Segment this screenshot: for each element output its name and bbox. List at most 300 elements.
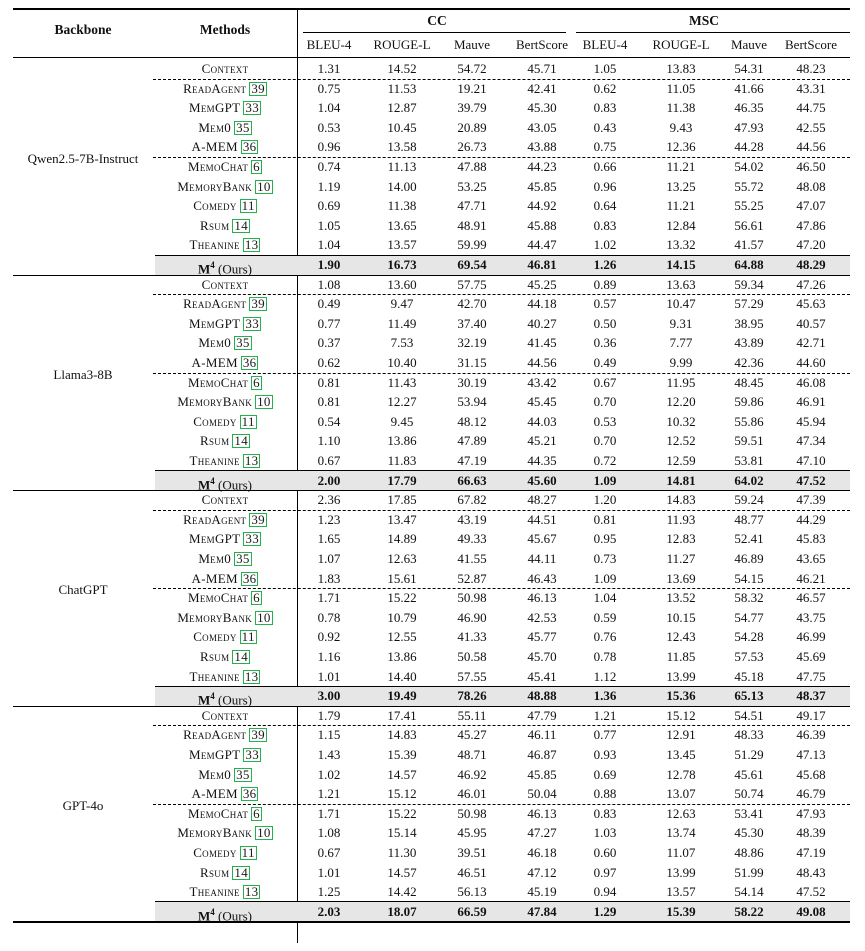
metric-value: 54.31 [734, 61, 764, 76]
citation-link[interactable]: 6 [253, 805, 260, 821]
metric-value: 1.20 [593, 492, 617, 508]
method-label: ReadAgent [183, 727, 247, 743]
metric-value: 49.33 [457, 531, 487, 547]
metric-value: 46.43 [527, 570, 557, 586]
citation-link[interactable]: 33 [245, 747, 260, 762]
metric-value: 54.51 [734, 707, 764, 723]
method-name [150, 177, 300, 197]
metric-value: 48.39 [796, 825, 826, 841]
metric-value: 48.33 [734, 727, 764, 743]
metric-value: 13.65 [387, 217, 417, 233]
metric-value: 54.77 [734, 609, 764, 625]
method-label: MemoryBank [177, 178, 253, 194]
metric-value: 47.88 [457, 159, 487, 174]
method-name [150, 79, 300, 99]
dashed-separator [153, 588, 850, 589]
metric-value: 45.69 [796, 649, 826, 664]
metric-value: 46.91 [796, 394, 826, 410]
header-metric: BLEU-4 [306, 37, 352, 52]
metric-value: 0.89 [593, 276, 617, 292]
method-name [150, 843, 300, 863]
metric-value: 0.88 [593, 786, 617, 802]
metric-value: 45.41 [527, 668, 557, 684]
citation-link[interactable]: 36 [242, 570, 257, 586]
metric-value: 46.08 [796, 374, 826, 390]
metric-value: 1.07 [317, 551, 341, 566]
method-name-ours [150, 902, 300, 922]
metric-value: 1.25 [317, 884, 341, 900]
citation-link[interactable]: 14 [234, 217, 248, 233]
metric-value: 14.52 [387, 61, 417, 76]
metric-value: 46.87 [527, 747, 557, 762]
metric-value: 11.38 [387, 198, 417, 214]
metric-value: 45.30 [734, 825, 764, 841]
metric-value: 47.89 [457, 433, 487, 449]
metric-value: 0.69 [317, 198, 341, 214]
metric-value: 41.33 [457, 629, 487, 645]
metric-value: 43.05 [527, 119, 557, 135]
metric-value: 47.93 [796, 805, 826, 821]
metric-value-ours: 45.60 [527, 472, 557, 488]
method-name [150, 725, 300, 745]
metric-value: 45.19 [527, 884, 557, 900]
metric-value: 1.43 [317, 747, 341, 762]
method-name [150, 667, 300, 687]
ours-tag: (Ours) [214, 476, 252, 492]
citation-link[interactable]: 14 [234, 433, 248, 449]
metric-value: 15.22 [387, 805, 417, 821]
metric-value: 11.85 [666, 649, 696, 664]
metric-value: 0.72 [593, 453, 617, 468]
metric-value: 47.34 [796, 433, 826, 449]
metric-value: 0.64 [593, 198, 617, 214]
metric-value: 58.32 [734, 590, 764, 606]
metric-value: 46.89 [734, 551, 764, 566]
metric-value: 0.62 [593, 80, 617, 96]
method-label: Context [201, 492, 249, 508]
metric-value: 47.12 [527, 864, 557, 880]
citation-link[interactable]: 36 [242, 139, 257, 155]
citation-link[interactable]: 6 [253, 374, 260, 390]
metric-value: 14.00 [387, 178, 417, 194]
metric-value: 1.31 [317, 61, 341, 76]
citation-link[interactable]: 33 [245, 531, 260, 547]
method-label: Rsum [200, 217, 230, 233]
method-label: Mem0 [198, 551, 232, 566]
metric-value: 44.75 [796, 100, 826, 116]
metric-value: 48.91 [457, 217, 487, 233]
metric-value: 53.25 [457, 178, 487, 194]
citation-link[interactable]: 35 [236, 766, 250, 782]
metric-value-ours: 1.09 [593, 472, 617, 488]
citation-link[interactable]: 11 [241, 629, 255, 645]
metric-value: 47.71 [457, 198, 487, 214]
method-label: ReadAgent [183, 296, 247, 312]
metric-value: 43.65 [796, 551, 826, 566]
metric-value: 32.19 [457, 335, 487, 351]
header-metric: Mauve [453, 37, 491, 52]
metric-value: 48.71 [457, 747, 487, 762]
metric-value: 53.41 [734, 805, 764, 821]
method-name [150, 373, 300, 393]
dashed-separator [153, 294, 850, 295]
metric-value: 46.39 [796, 727, 826, 743]
metric-value: 15.12 [666, 707, 696, 723]
metric-value: 17.41 [387, 707, 417, 723]
metric-value: 57.53 [734, 649, 764, 664]
header-backbone: Backbone [54, 22, 112, 37]
metric-value: 0.70 [593, 433, 617, 449]
method-label: Mem0 [198, 335, 232, 351]
metric-value: 59.24 [734, 492, 764, 508]
citation-link[interactable]: 13 [244, 884, 259, 900]
metric-value: 67.82 [457, 492, 487, 508]
citation-link[interactable]: 11 [241, 845, 255, 860]
metric-value: 13.57 [666, 884, 696, 900]
citation-link[interactable]: 33 [245, 100, 260, 116]
metric-value: 44.35 [527, 453, 557, 468]
metric-value: 45.83 [796, 531, 826, 547]
metric-value: 0.54 [317, 413, 341, 429]
metric-value: 0.94 [593, 884, 617, 900]
metric-value: 45.95 [457, 825, 487, 841]
metric-value: 1.01 [317, 864, 341, 880]
method-label: Comedy [193, 198, 237, 214]
metric-value: 1.21 [317, 786, 341, 802]
method-name [150, 412, 300, 432]
metric-value: 45.18 [734, 668, 764, 684]
metric-value-ours: 48.88 [527, 688, 557, 704]
metric-value: 44.18 [527, 296, 557, 312]
metric-value: 45.25 [527, 276, 557, 292]
method-name [150, 314, 300, 334]
citation-link[interactable]: 39 [251, 296, 265, 312]
metric-value: 50.04 [527, 786, 557, 802]
metric-value: 47.52 [796, 884, 826, 900]
metric-value: 48.77 [734, 511, 764, 527]
metric-value: 13.63 [666, 276, 696, 292]
metric-value: 44.29 [796, 511, 826, 527]
citation-link[interactable]: 13 [244, 453, 259, 468]
metric-value: 11.93 [666, 511, 696, 527]
metric-value: 12.36 [666, 139, 696, 155]
method-name [150, 706, 300, 726]
method-label: MemoChat [188, 590, 249, 606]
metric-value: 46.99 [796, 629, 826, 645]
citation-link[interactable]: 10 [257, 394, 271, 410]
metric-value: 1.71 [317, 590, 341, 606]
header-metric: Mauve [730, 37, 768, 52]
metric-value: 44.23 [527, 159, 557, 174]
method-label: A-MEM [191, 570, 238, 586]
metric-value: 47.79 [527, 707, 557, 723]
method-label: Comedy [193, 413, 237, 429]
metric-value: 10.32 [666, 413, 696, 429]
header-group-msc: MSC [689, 13, 719, 28]
metric-value: 1.01 [317, 668, 341, 684]
header-methods: Methods [199, 22, 251, 37]
method-name [150, 216, 300, 236]
method-label: Mem0 [198, 119, 232, 135]
metric-value: 41.45 [527, 335, 557, 351]
method-name [150, 333, 300, 353]
dashed-separator [153, 373, 850, 374]
metric-value: 0.81 [317, 394, 341, 410]
method-label: MemoryBank [177, 825, 253, 841]
metric-value: 13.86 [387, 433, 417, 449]
metric-value: 45.45 [527, 394, 557, 410]
metric-value: 43.88 [527, 139, 557, 155]
citation-link[interactable]: 14 [234, 649, 248, 664]
metric-value-ours: 58.22 [734, 903, 764, 919]
metric-value: 2.36 [317, 492, 341, 508]
metric-value-ours: 14.15 [666, 257, 696, 272]
metric-value: 44.92 [527, 198, 557, 214]
metric-value: 48.86 [734, 845, 764, 860]
method-name [150, 196, 300, 216]
metric-value: 11.53 [387, 80, 417, 96]
metric-value-ours: 69.54 [457, 257, 487, 272]
metric-value: 46.18 [527, 845, 557, 860]
metric-value: 53.81 [734, 453, 764, 468]
metric-value: 54.02 [734, 159, 764, 174]
metric-value: 11.83 [387, 453, 417, 468]
ours-superscript: 4 [210, 906, 215, 917]
metric-value: 0.78 [317, 609, 341, 625]
metric-value-ours: 3.00 [317, 688, 341, 704]
metric-value: 46.79 [796, 786, 826, 802]
metric-value: 59.34 [734, 276, 764, 292]
metric-value: 47.75 [796, 668, 826, 684]
metric-value-ours: 48.37 [796, 688, 826, 704]
metric-value: 15.12 [387, 786, 417, 802]
citation-link[interactable]: 35 [236, 335, 250, 351]
metric-value: 12.55 [387, 629, 417, 645]
metric-value: 44.56 [527, 355, 557, 370]
citation-link[interactable]: 36 [242, 355, 257, 370]
metric-value: 10.40 [387, 355, 417, 370]
metric-value: 1.02 [593, 237, 617, 253]
method-name [150, 647, 300, 667]
metric-value: 0.50 [593, 315, 617, 331]
metric-value: 45.21 [527, 433, 557, 449]
metric-value: 44.56 [796, 139, 826, 155]
method-label: Context [201, 707, 249, 723]
metric-value: 11.30 [387, 845, 417, 860]
method-label: Theanine [189, 668, 240, 684]
metric-value-ours: 49.08 [796, 903, 826, 919]
metric-value: 59.86 [734, 394, 764, 410]
metric-value: 1.12 [593, 668, 617, 684]
metric-value: 15.14 [387, 825, 417, 841]
metric-value: 56.13 [457, 884, 487, 900]
metric-value: 12.84 [666, 217, 696, 233]
metric-value: 1.16 [317, 649, 341, 664]
metric-value: 11.21 [666, 198, 696, 214]
citation-link[interactable]: 39 [251, 727, 265, 743]
metric-value: 45.85 [527, 766, 557, 782]
metric-value: 47.93 [734, 119, 764, 135]
metric-value: 46.51 [457, 864, 487, 880]
citation-link[interactable]: 35 [236, 119, 250, 135]
metric-value: 54.15 [734, 570, 764, 586]
metric-value: 45.27 [457, 727, 487, 743]
method-name [150, 451, 300, 471]
metric-value: 46.35 [734, 100, 764, 116]
header-metric: ROUGE-L [652, 37, 710, 52]
metric-value: 48.08 [796, 178, 826, 194]
cc-cmidrule [303, 32, 566, 33]
method-name [150, 804, 300, 824]
metric-value: 1.02 [317, 766, 341, 782]
metric-value: 46.13 [527, 590, 557, 606]
method-label: MemoryBank [177, 609, 253, 625]
metric-value: 11.13 [387, 159, 417, 174]
metric-value: 1.04 [317, 237, 341, 253]
header-metric: BertScore [785, 37, 837, 52]
metric-value: 44.03 [527, 413, 557, 429]
metric-value: 39.51 [457, 845, 487, 860]
metric-value: 50.58 [457, 649, 487, 664]
metric-value: 47.20 [796, 237, 826, 253]
metric-value: 48.27 [527, 492, 557, 508]
ours-tag: (Ours) [214, 261, 252, 277]
metric-value: 43.19 [457, 511, 487, 527]
metric-value: 0.74 [317, 159, 341, 174]
method-label: Comedy [193, 845, 237, 860]
metric-value: 50.98 [457, 805, 487, 821]
metric-value: 40.27 [527, 315, 557, 331]
metric-value: 11.07 [666, 845, 696, 860]
method-name [150, 353, 300, 373]
citation-link[interactable]: 11 [241, 198, 255, 214]
ours-name: M [198, 476, 211, 492]
citation-link[interactable]: 35 [236, 551, 250, 566]
metric-value: 13.52 [666, 590, 696, 606]
metric-value: 0.60 [593, 845, 617, 860]
method-label: MemoChat [188, 805, 249, 821]
metric-value: 1.10 [317, 433, 341, 449]
metric-value: 46.57 [796, 590, 826, 606]
method-name [150, 569, 300, 589]
citation-link[interactable]: 6 [253, 159, 260, 174]
metric-value-ours: 15.36 [666, 688, 696, 704]
metric-value: 0.83 [593, 217, 617, 233]
metric-value: 57.55 [457, 668, 487, 684]
citation-link[interactable]: 14 [234, 864, 248, 880]
metric-value: 55.11 [457, 707, 487, 723]
method-label: Rsum [200, 649, 230, 664]
metric-value: 10.15 [666, 609, 696, 625]
metric-value: 11.49 [387, 315, 417, 331]
citation-link[interactable]: 6 [253, 590, 260, 606]
metric-value: 13.99 [666, 864, 696, 880]
metric-value: 51.99 [734, 864, 764, 880]
method-name [150, 549, 300, 569]
citation-link[interactable]: 10 [257, 609, 271, 625]
metric-value: 10.45 [387, 119, 417, 135]
metric-value: 44.11 [527, 551, 557, 566]
metric-value: 43.89 [734, 335, 764, 351]
metric-value: 13.99 [666, 668, 696, 684]
metric-value: 12.27 [387, 394, 417, 410]
dashed-separator [153, 79, 850, 80]
metric-value: 46.01 [457, 786, 487, 802]
metric-value: 49.17 [796, 707, 826, 723]
metric-value-ours: 65.13 [734, 688, 764, 704]
metric-value: 13.86 [387, 649, 417, 664]
method-label: MemoryBank [177, 394, 253, 410]
metric-value: 12.20 [666, 394, 696, 410]
citation-link[interactable]: 10 [257, 178, 271, 194]
dashed-separator [153, 157, 850, 158]
method-label: A-MEM [191, 139, 238, 155]
metric-value-ours: 14.81 [666, 472, 696, 488]
metric-value: 47.07 [796, 198, 826, 214]
citation-link[interactable]: 33 [245, 315, 260, 331]
metric-value: 1.23 [317, 511, 341, 527]
method-name [150, 275, 300, 295]
metric-value: 0.53 [593, 413, 617, 429]
metric-value: 31.15 [457, 355, 487, 370]
metric-value: 46.13 [527, 805, 557, 821]
metric-value: 13.32 [666, 237, 696, 253]
metric-value-ours: 17.79 [387, 472, 417, 488]
citation-link[interactable]: 13 [244, 237, 259, 253]
metric-value: 54.72 [457, 61, 487, 76]
method-name [150, 627, 300, 647]
backbone-label: Qwen2.5-7B-Instruct [27, 151, 139, 167]
method-label: A-MEM [191, 786, 238, 802]
metric-value: 1.03 [593, 825, 617, 841]
citation-link[interactable]: 11 [241, 413, 255, 429]
metric-value: 57.29 [734, 296, 764, 312]
metric-value: 52.41 [734, 531, 764, 547]
msc-cmidrule [576, 32, 850, 33]
citation-link[interactable]: 13 [244, 668, 259, 684]
metric-value: 13.25 [666, 178, 696, 194]
dashed-separator [153, 725, 850, 726]
method-name [150, 529, 300, 549]
metric-value: 15.61 [387, 570, 417, 586]
metric-value: 13.58 [387, 139, 417, 155]
metric-value: 19.21 [457, 80, 487, 96]
citation-link[interactable]: 10 [257, 825, 271, 841]
method-label: Context [201, 276, 249, 292]
results-table [13, 9, 850, 943]
metric-value: 14.42 [387, 884, 417, 900]
metric-value-ours: 48.29 [796, 257, 826, 272]
metric-value: 13.45 [666, 747, 696, 762]
metric-value-ours: 1.36 [593, 688, 617, 704]
metric-value: 47.10 [796, 453, 826, 468]
metric-value: 45.94 [796, 413, 826, 429]
metric-value: 12.43 [666, 629, 696, 645]
metric-value: 42.70 [457, 296, 487, 312]
citation-link[interactable]: 39 [251, 80, 265, 96]
metric-value: 11.38 [666, 100, 696, 116]
metric-value-ours: 47.52 [796, 472, 826, 488]
metric-value: 45.88 [527, 217, 557, 233]
metric-value: 41.55 [457, 551, 487, 566]
metric-value-ours: 19.49 [387, 688, 417, 704]
citation-link[interactable]: 36 [242, 786, 257, 802]
metric-value: 10.79 [387, 609, 417, 625]
citation-link[interactable]: 39 [251, 511, 265, 527]
method-label: Rsum [200, 433, 230, 449]
metric-value: 48.43 [796, 864, 826, 880]
metric-value: 0.49 [317, 296, 341, 312]
